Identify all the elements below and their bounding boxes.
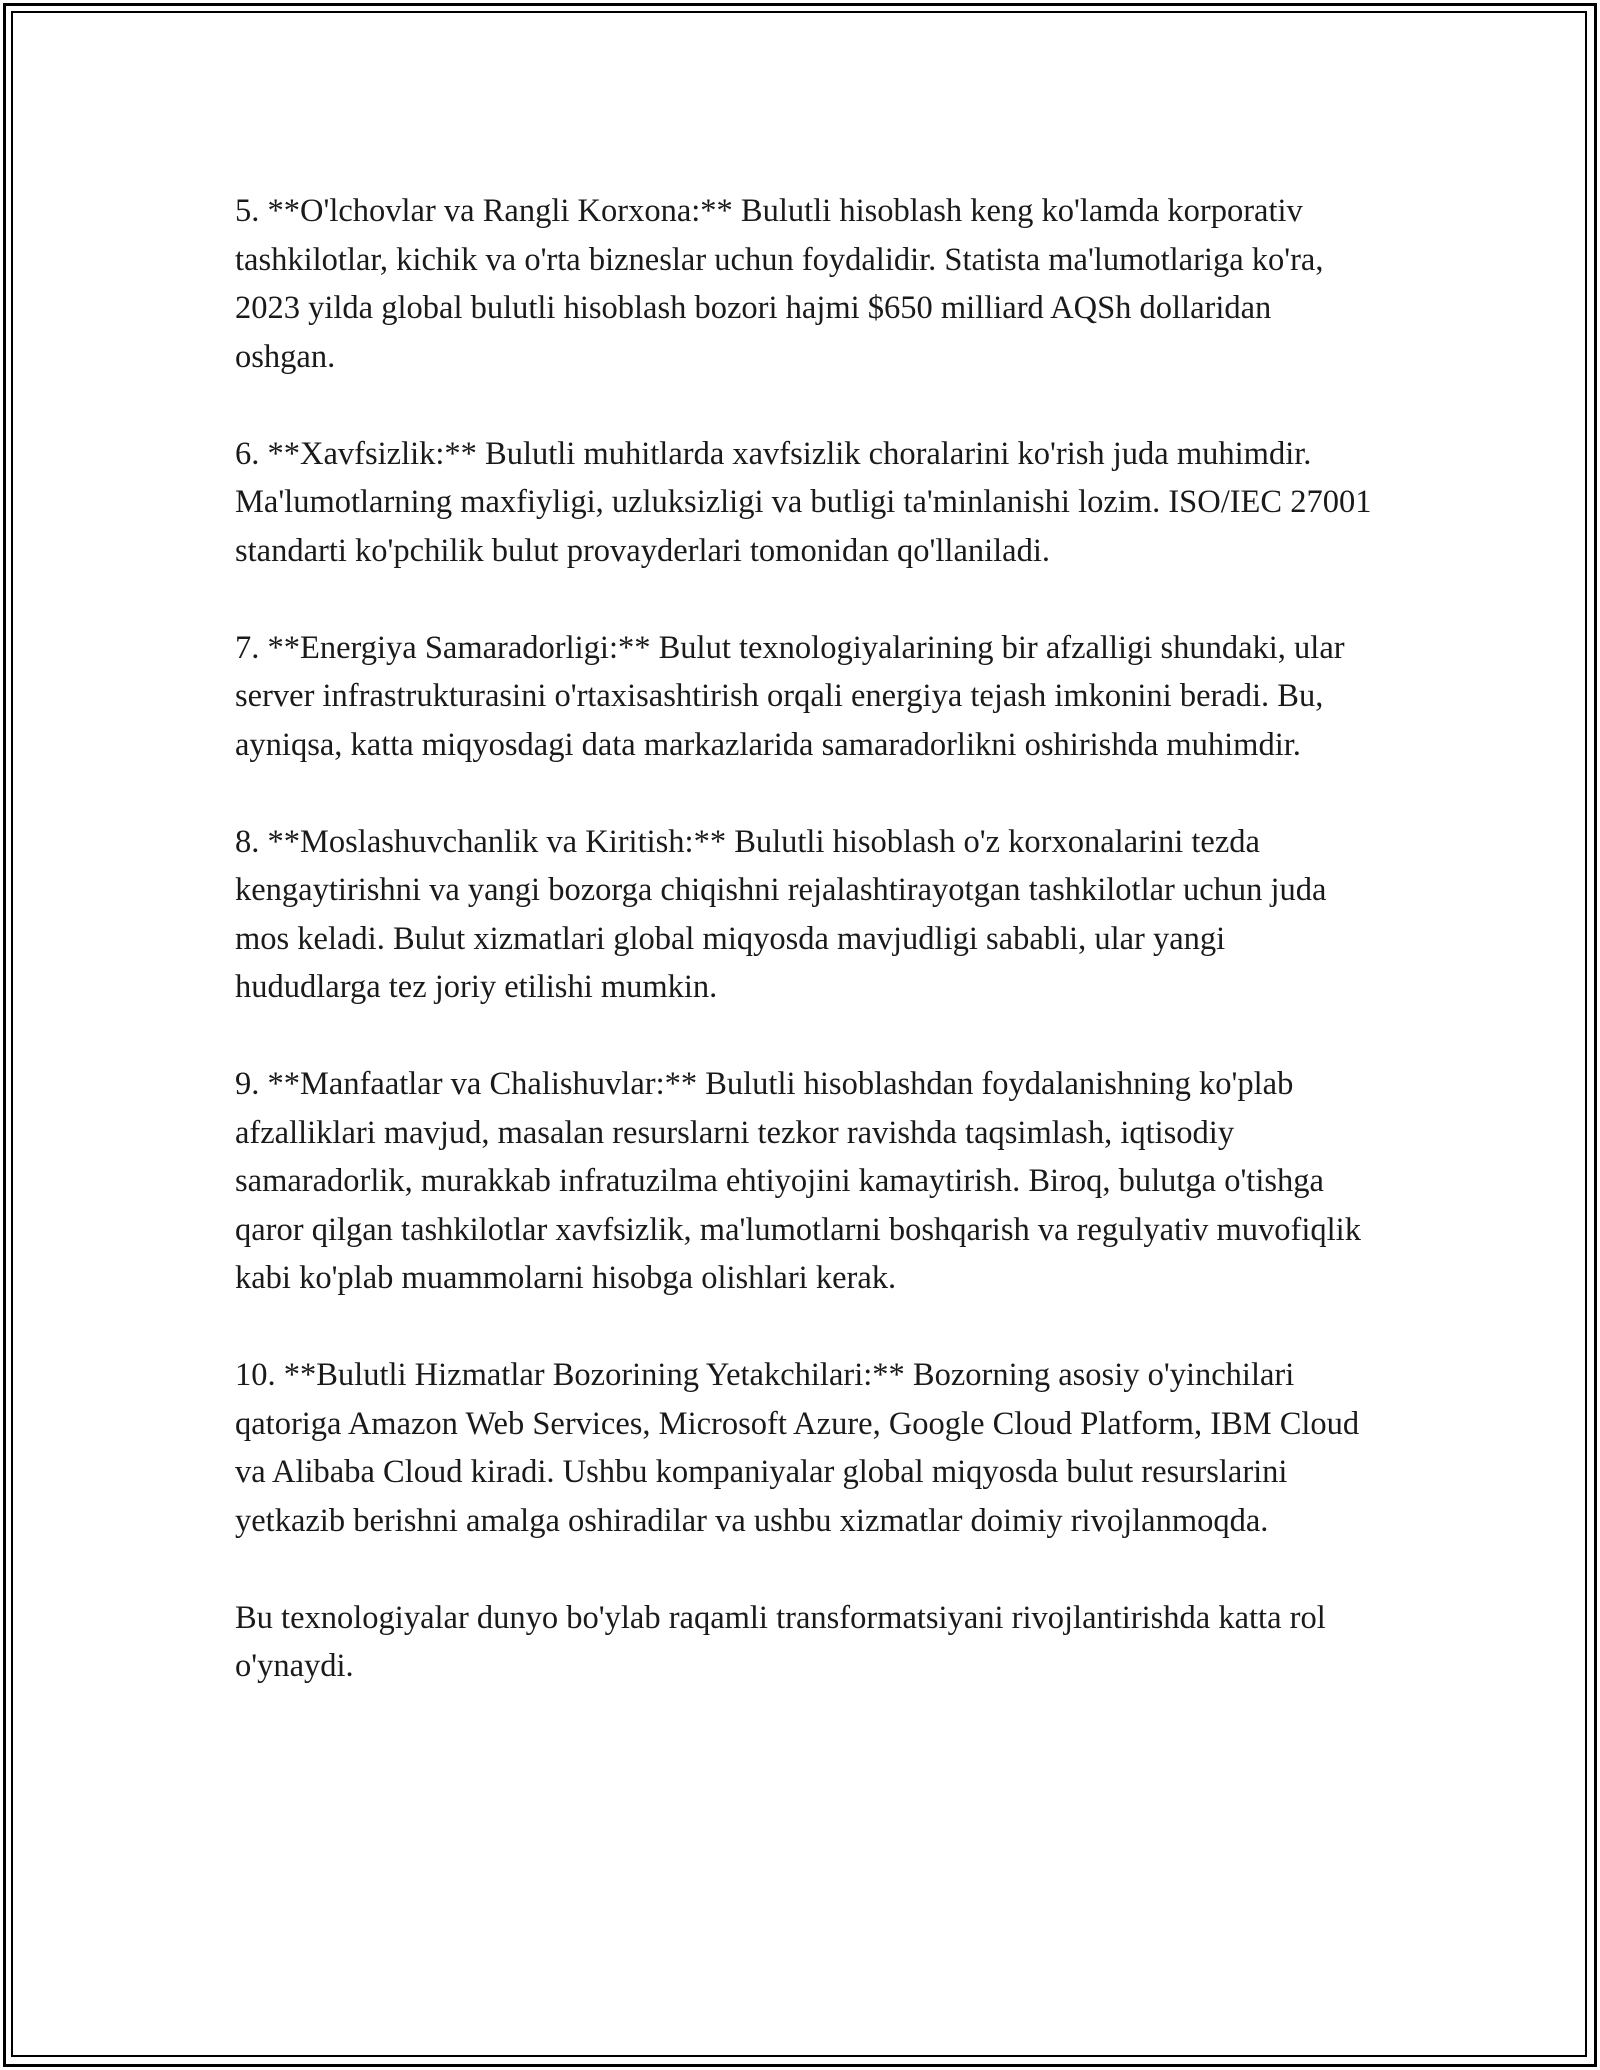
paragraph-item-7: 7. **Energiya Samaradorligi:** Bulut texnologiyalarining bir afzalligi shundaki, ular server infrastrukturasini o'rtaxisashtirish orqali energiya tejash imkonini beradi. Bu, ayniqsa, katta miqyosdagi data markazlarida samaradorlikni oshirishda muhimdir. <box>235 629 1345 763</box>
paragraph-item-9: 9. **Manfaatlar va Chalishuvlar:** Bulutli hisoblashdan foydalanishning ko'plab afzalliklari mavjud, masalan resurslarni tezkor ravishda taqsimlash, iqtisodiy samaradorlik, murakkab infratuzilma ehtiyojini kamaytirish. Biroq, bulutga o'tishga qaror qilgan tashkilotlar xavfsizlik, ma'lumotlarni boshqarish va regulyativ muvofiqlik kabi ko'plab muammolarni hisobga olishlari kerak. <box>235 1066 1361 1296</box>
paragraph-item-5: 5. **O'lchovlar va Rangli Korxona:** Bulutli hisoblash keng ko'lamda korporativ tashkilotlar, kichik va o'rta bizneslar uchun foydalidir. Statista ma'lumotlariga ko'ra, 2023 yilda global bulutli hisoblash bozori hajmi $650 milliard AQSh dollaridan oshgan. <box>235 193 1324 375</box>
paragraph-item-10: 10. **Bulutli Hizmatlar Bozorining Yetakchilari:** Bozorning asosiy o'yinchilari qatoriga Amazon Web Services, Microsoft Azure, Google Cloud Platform, IBM Cloud va Alibaba Cloud kiradi. Ushbu kompaniyalar global miqyosda bulut resurslarini yetkazib berishni amalga oshiradilar va ushbu xizmatlar doimiy rivojlanmoqda. <box>235 1357 1360 1539</box>
paragraph-item-8: 8. **Moslashuvchanlik va Kiritish:** Bulutli hisoblash o'z korxonalarini tezda kengaytirishni va yangi bozorga chiqishni rejalashtirayotgan tashkilotlar uchun juda mos keladi. Bulut xizmatlari global miqyosda mavjudligi sababli, ular yangi hududlarga tez joriy etilishi mumkin. <box>235 823 1327 1005</box>
paragraph-item-6: 6. **Xavfsizlik:** Bulutli muhitlarda xavfsizlik choralarini ko'rish juda muhimdir. Ma'lumotlarning maxfiyligi, uzluksizligi va butligi ta'minlanishi lozim. ISO/IEC 27001 standarti ko'pchilik bulut provayderlari tomonidan qo'llaniladi. <box>235 435 1372 569</box>
document-body <box>235 187 1375 1691</box>
closing-paragraph: Bu texnologiyalar dunyo bo'ylab raqamli transformatsiyani rivojlantirishda katta rol o'ynaydi. <box>235 1599 1326 1684</box>
